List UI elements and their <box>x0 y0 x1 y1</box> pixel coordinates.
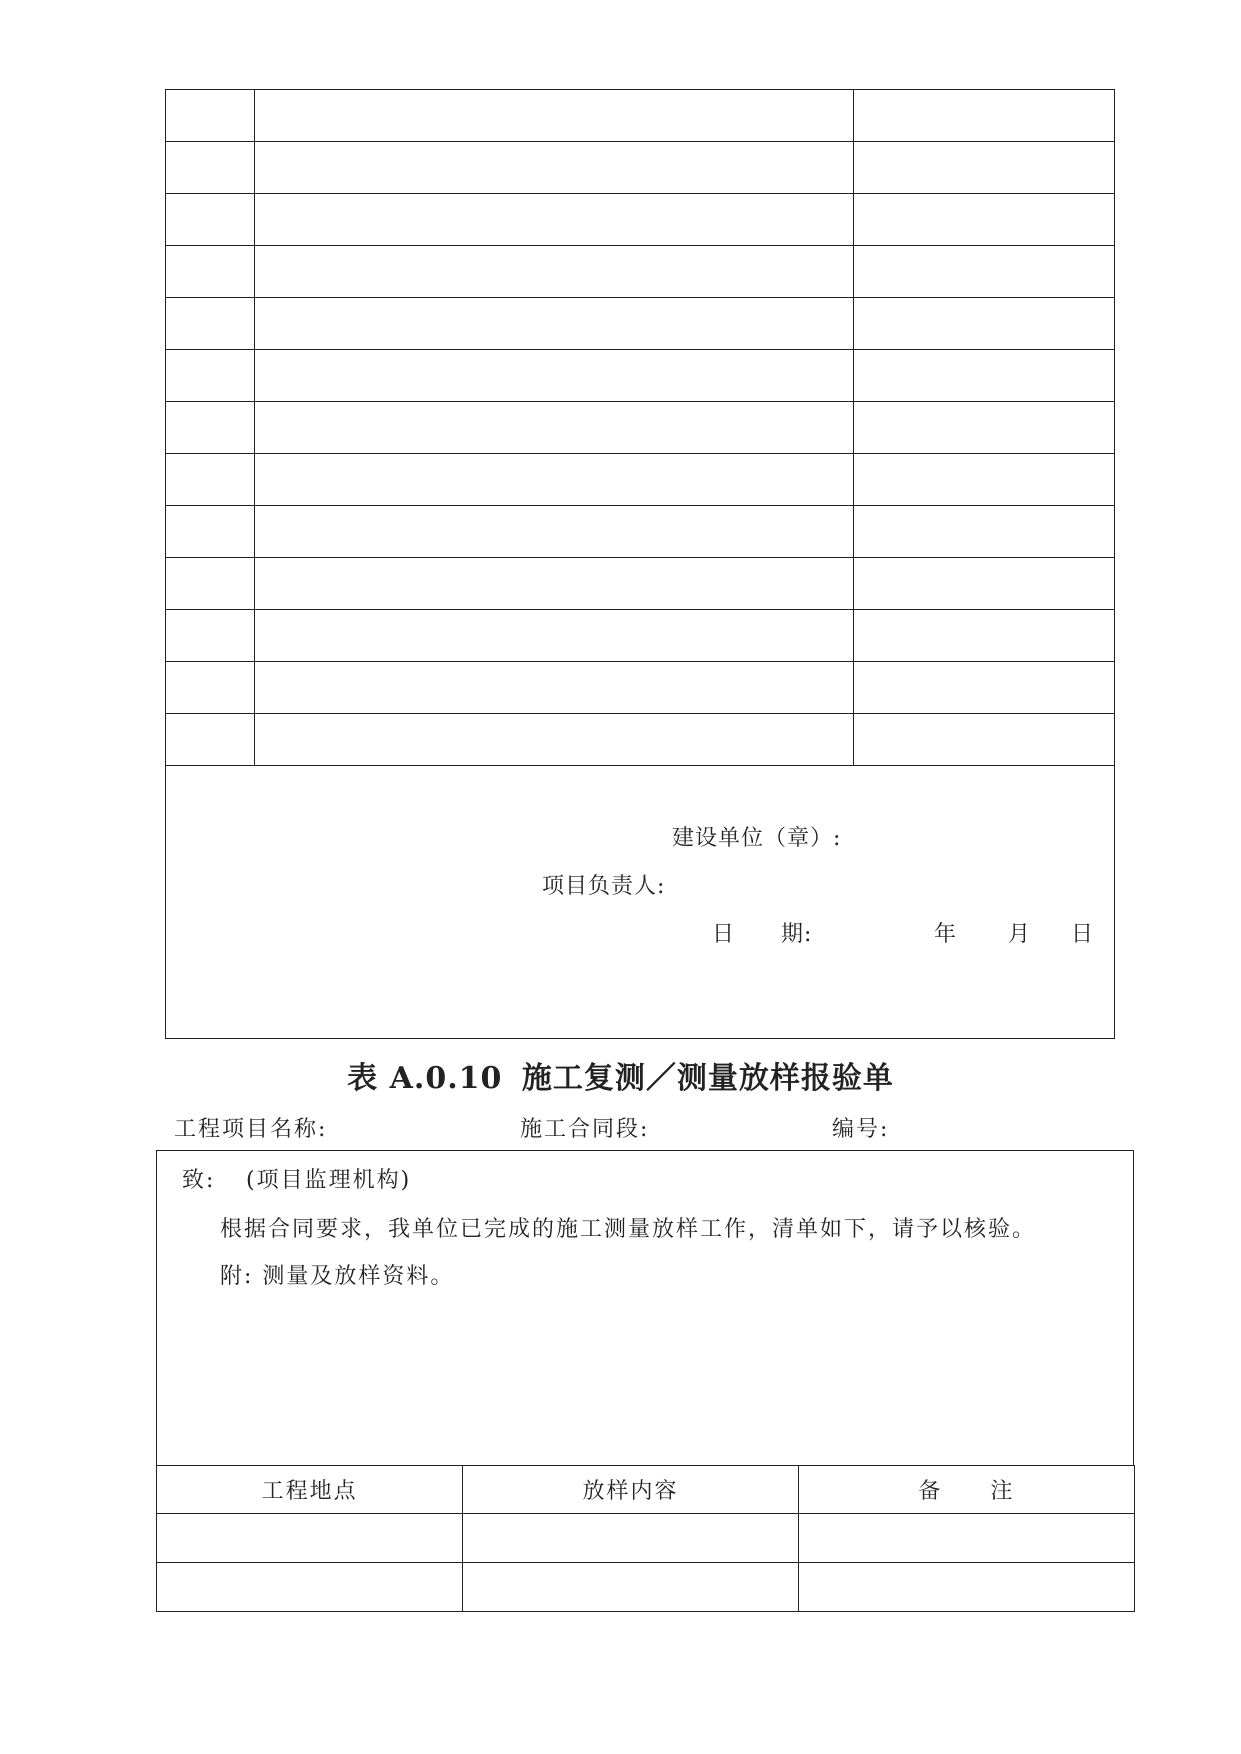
form-title <box>0 1053 1241 1097</box>
table-row <box>166 350 1115 402</box>
table-row <box>166 142 1115 194</box>
table-header-row <box>157 1466 1135 1514</box>
table-cell[interactable] <box>854 610 1115 662</box>
table-cell[interactable] <box>157 1514 463 1563</box>
table-cell[interactable] <box>166 350 255 402</box>
month-label: 月 <box>1008 922 1032 947</box>
table-cell[interactable] <box>166 714 255 766</box>
table-cell[interactable] <box>166 662 255 714</box>
table-row <box>166 90 1115 142</box>
construction-unit-label: 建设单位（章）: <box>672 826 842 851</box>
table-cell[interactable] <box>166 454 255 506</box>
table-cell[interactable] <box>255 506 854 558</box>
table-row <box>157 1563 1135 1612</box>
date-label: 日 期: <box>712 922 813 947</box>
table-cell[interactable] <box>798 1563 1134 1612</box>
table-cell[interactable] <box>854 142 1115 194</box>
table-cell[interactable] <box>255 194 854 246</box>
to-label: 致: <box>182 1168 216 1193</box>
table-row <box>166 194 1115 246</box>
table-cell[interactable] <box>157 1563 463 1612</box>
table-cell[interactable] <box>166 142 255 194</box>
year-label: 年 <box>934 922 958 947</box>
table-cell[interactable] <box>255 454 854 506</box>
number-label: 编号: <box>832 1117 890 1142</box>
table-cell[interactable] <box>166 298 255 350</box>
column-header-remarks: 备 注 <box>798 1466 1134 1514</box>
signature-row <box>166 766 1115 1039</box>
table-cell[interactable] <box>255 662 854 714</box>
table-cell[interactable] <box>166 246 255 298</box>
table-row <box>157 1514 1135 1563</box>
table-cell[interactable] <box>255 714 854 766</box>
table-cell[interactable] <box>798 1514 1134 1563</box>
table-cell[interactable] <box>854 662 1115 714</box>
table-row <box>166 610 1115 662</box>
project-manager-label: 项目负责人: <box>542 874 666 899</box>
signature-block <box>166 766 1115 1039</box>
table-cell[interactable] <box>255 90 854 142</box>
table-row <box>166 662 1115 714</box>
table-row <box>166 402 1115 454</box>
contract-section-label: 施工合同段: <box>520 1117 650 1142</box>
table-cell[interactable] <box>854 90 1115 142</box>
table-cell[interactable] <box>166 610 255 662</box>
table-cell[interactable] <box>463 1563 798 1612</box>
table-row <box>166 246 1115 298</box>
table-cell[interactable] <box>166 402 255 454</box>
table-cell[interactable] <box>854 402 1115 454</box>
table-cell[interactable] <box>255 558 854 610</box>
table-cell[interactable] <box>255 246 854 298</box>
table-cell[interactable] <box>166 90 255 142</box>
form-title-text: 施工复测／测量放样报验单 <box>521 1061 894 1096</box>
table-row <box>166 298 1115 350</box>
column-header-location: 工程地点 <box>157 1466 463 1514</box>
column-header-content: 放样内容 <box>463 1466 798 1514</box>
body-text: 根据合同要求，我单位已完成的施工测量放样工作，清单如下，请予以核验。 <box>220 1217 1037 1242</box>
attachment-text: 附: 测量及放样资料。 <box>220 1264 455 1289</box>
form-body <box>156 1150 1134 1466</box>
table-cell[interactable] <box>166 558 255 610</box>
table-cell[interactable] <box>854 350 1115 402</box>
table-cell[interactable] <box>255 350 854 402</box>
table-row <box>166 558 1115 610</box>
table-row <box>166 714 1115 766</box>
table-cell[interactable] <box>255 610 854 662</box>
table-cell[interactable] <box>255 142 854 194</box>
table-cell[interactable] <box>854 714 1115 766</box>
table-cell[interactable] <box>255 402 854 454</box>
top-table <box>165 89 1115 1039</box>
table-cell[interactable] <box>463 1514 798 1563</box>
table-number: 表 A.0.10 <box>347 1061 503 1096</box>
table-cell[interactable] <box>166 194 255 246</box>
day-label: 日 <box>1071 922 1095 947</box>
table-row <box>166 454 1115 506</box>
to-recipient: (项目监理机构) <box>246 1168 412 1193</box>
table-cell[interactable] <box>854 558 1115 610</box>
table-cell[interactable] <box>854 298 1115 350</box>
table-cell[interactable] <box>854 194 1115 246</box>
table-cell[interactable] <box>854 246 1115 298</box>
layout-table <box>156 1465 1135 1612</box>
table-cell[interactable] <box>854 454 1115 506</box>
table-cell[interactable] <box>854 506 1115 558</box>
table-cell[interactable] <box>166 506 255 558</box>
table-row <box>166 506 1115 558</box>
table-cell[interactable] <box>255 298 854 350</box>
project-name-label: 工程项目名称: <box>174 1117 328 1142</box>
